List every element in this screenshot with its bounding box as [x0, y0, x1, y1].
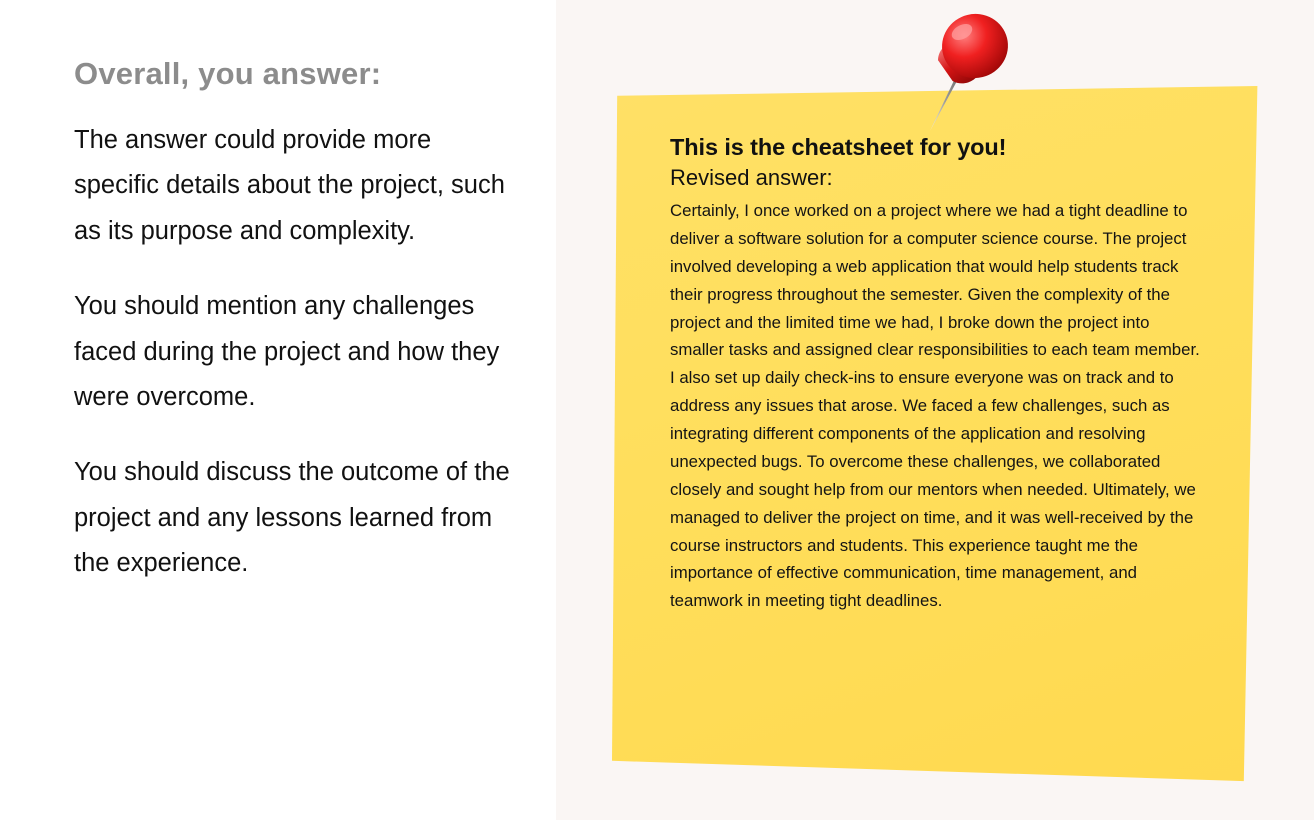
feedback-point-1: The answer could provide more specific details about the project, such as its purpose and complexity. — [74, 126, 505, 245]
revised-answer-text: Certainly, I once worked on a project where we had a tight deadline to deliver a software solution for a computer science course. The project involved developing a web application that would help students track their progress throughout the semester. Given the complexity of the project and the limited time we had, I broke down the project into smaller tasks and assigned clear responsibilities to each team member. I also set up daily check-ins to ensure everyone was on track and to address any issues that arose. We faced a few challenges, such as integrating different components of the application and resolving unexpected bugs. To overcome these challenges, we collaborated closely and sought help from our mentors when needed. Ultimately, we managed to deliver the project on time, and it was well-received by the course instructors and students. This experience taught me the importance of effective communication, time management, and teamwork in meeting tight deadlines. — [670, 201, 1200, 611]
sticky-note — [612, 86, 1260, 786]
sticky-note-content — [670, 134, 1224, 766]
feedback-panel — [0, 0, 556, 820]
cheatsheet-panel — [556, 0, 1314, 820]
page-title: Overall, you answer: — [74, 56, 382, 91]
cheatsheet-title: This is the cheatsheet for you! — [670, 134, 1007, 160]
feedback-point-2: You should mention any challenges faced during the project and how they were overcome. — [74, 292, 500, 411]
cheatsheet-subtitle: Revised answer: — [670, 165, 833, 190]
feedback-point-3: You should discuss the outcome of the project and any lessons learned from the experience. — [74, 458, 510, 577]
